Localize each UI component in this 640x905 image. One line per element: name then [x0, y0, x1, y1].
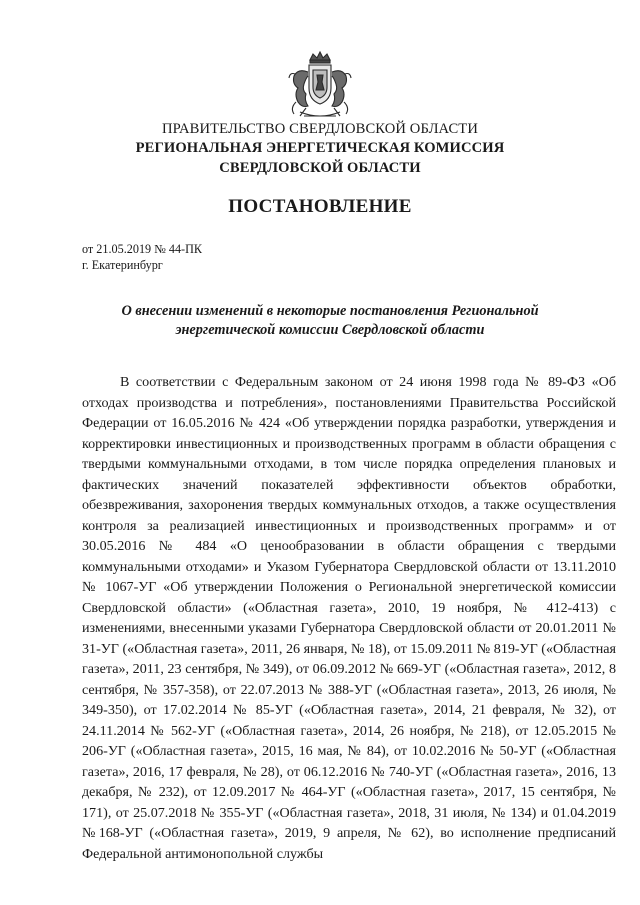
coat-of-arms-icon	[286, 50, 354, 120]
document-title: ПОСТАНОВЛЕНИЕ	[228, 196, 412, 217]
document-date-number: от 21.05.2019 № 44-ПК	[82, 242, 203, 256]
document-subject: О внесении изменений в некоторые постановления Региональной энергетической комиссии Свердловской области	[121, 303, 539, 338]
document-body-paragraph: В соответствии с Федеральным законом от 24 июня 1998 года № 89-ФЗ «Об отходах производства и потребления», постановлениями Правительства Российской Федерации от 16.05.2016 № 424 «Об утверждении порядка разработки, утверждения и корректировки инвестиционных и производственных программ в области обращения с твердыми коммунальными отходами, в том числе порядка определения плановых и фактических значений показателей эффективности объектов обработки, обезвреживания, захоронения твердых коммунальных отходов, а также осуществления контроля за реализацией инвестиционных и производственных программ» и от 30.05.2016 № 484 «О ценообразовании в области обращения с твердыми коммунальными отходами» и Указом Губернатора Свердловской области от 13.11.2010 № 1067-УГ «Об утверждении Положения о Региональной энергетической комиссии Свердловской области» («Областная газета», 2010, 19 ноября, № 412-413) с изменениями, внесенными указами Губернатора Свердловской области от 20.01.2011 № 31-УГ («Областная газета», 2011, 26 января, № 18), от 15.09.2011 № 819-УГ («Областная газета», 2011, 23 сентября, № 349), от 06.09.2012 № 669-УГ («Областная газета», 2012, 8 сентября, № 357-358), от 22.07.2013 № 388-УГ («Областная газета», 2013, 26 июля, № 349-350), от 17.02.2014 № 85-УГ («Областная газета», 2014, 21 февраля, № 32), от 24.11.2014 № 562-УГ («Областная газета», 2014, 26 ноября, № 218), от 12.05.2015 № 206-УГ («Областная газета», 2015, 16 мая, № 84), от 10.02.2016 № 50-УГ («Областная газета», 2016, 17 февраля, № 28), от 06.12.2016 № 740-УГ («Областная газета», 2016, 13 декабря, № 232), от 12.09.2017 № 464-УГ («Областная газета», 2017, 15 сентября, № 171), от 25.07.2018 № 355-УГ («Областная газета», 2018, 31 июля, № 134) и 01.04.2019 №168-УГ («Областная газета», 2019, 9 апреля, № 62), во исполнение предписаний Федеральной антимонопольной службы	[82, 374, 616, 862]
org-name-line1: ПРАВИТЕЛЬСТВО СВЕРДЛОВСКОЙ ОБЛАСТИ	[162, 121, 478, 137]
document-city: г. Екатеринбург	[82, 258, 163, 272]
org-name-line3: СВЕРДЛОВСКОЙ ОБЛАСТИ	[219, 160, 421, 176]
org-name-line2: РЕГИОНАЛЬНАЯ ЭНЕРГЕТИЧЕСКАЯ КОМИССИЯ	[135, 140, 505, 156]
